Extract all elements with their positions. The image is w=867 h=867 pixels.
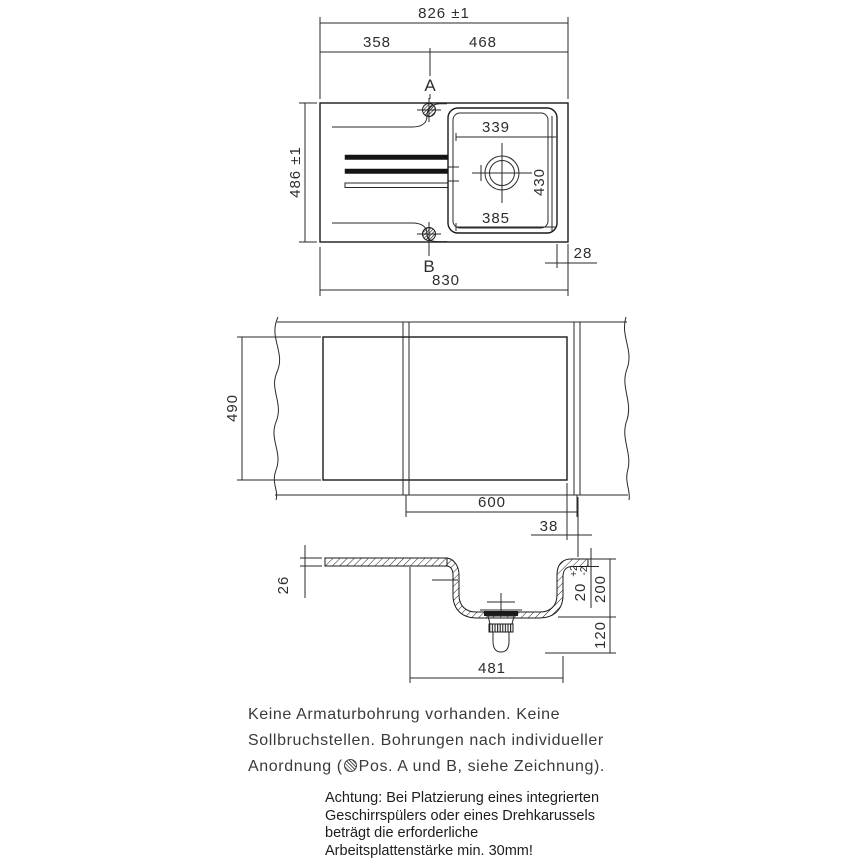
label-hole-b: B <box>423 257 435 276</box>
dim-rim-tol-minus: -2 <box>579 566 590 576</box>
dim-cutout-depth: 490 <box>224 393 241 423</box>
dim-drain-clearance: 120 <box>592 620 609 650</box>
dim-basin-width-bottom: 385 <box>481 210 511 227</box>
drain-hole <box>472 143 532 203</box>
hole-marker-a <box>417 98 441 122</box>
dim-width-left: 358 <box>362 34 392 51</box>
dim-overall-width: 826 ±1 <box>418 5 470 22</box>
cutout-view <box>224 317 629 557</box>
position-marker-icon <box>344 759 357 772</box>
note-main-line2: Sollbruchstellen. Bohrungen nach individueller <box>248 732 604 749</box>
cutout-rect <box>323 337 567 480</box>
section-view <box>275 545 616 683</box>
cabinet-lines <box>403 322 580 495</box>
note-warning-line3: beträgt die erforderliche <box>325 825 479 841</box>
dim-basin-depth: 430 <box>531 167 548 197</box>
dim-rim-tol-plus: +2 <box>569 565 580 577</box>
dim-bowl-outer-width: 481 <box>477 660 507 677</box>
note-warning-line2: Geschirrspülers oder eines Drehkarussels <box>325 807 595 824</box>
break-line-left <box>274 317 280 500</box>
note-main-line3: Anordnung ( Pos. A und B, siehe Zeichnung). <box>248 758 605 775</box>
dim-cutout-width: 830 <box>431 272 461 289</box>
drainer-grooves <box>345 155 489 188</box>
note-main-line1: Keine Armaturbohrung vorhanden. Keine <box>248 706 561 723</box>
dim-overhang: 38 <box>539 518 559 535</box>
drain-assembly <box>480 593 522 652</box>
dim-worktop-thickness: 26 <box>275 575 292 595</box>
dim-overall-depth: 486 ±1 <box>287 146 304 198</box>
note-warning-line4: Arbeitsplattenstärke min. 30mm! <box>325 842 533 859</box>
top-dimensions <box>287 5 597 296</box>
note-main <box>248 702 638 780</box>
dim-rim-height: 20 <box>572 582 589 602</box>
dim-width-right: 468 <box>468 34 498 51</box>
dim-cabinet-width: 600 <box>477 494 507 511</box>
dim-basin-width-top: 339 <box>481 119 511 136</box>
label-hole-a: A <box>424 76 436 95</box>
deck-section <box>325 558 447 566</box>
top-view <box>320 98 568 246</box>
break-line-right <box>624 317 629 500</box>
basin-dimensions <box>456 119 556 231</box>
note-warning-line1: Achtung: Bei Platzierung eines integrierten <box>325 790 600 806</box>
basin-section <box>447 558 588 618</box>
note-warning <box>325 790 625 860</box>
dim-right-edge: 28 <box>573 245 593 262</box>
dim-bowl-depth: 200 <box>592 574 609 604</box>
